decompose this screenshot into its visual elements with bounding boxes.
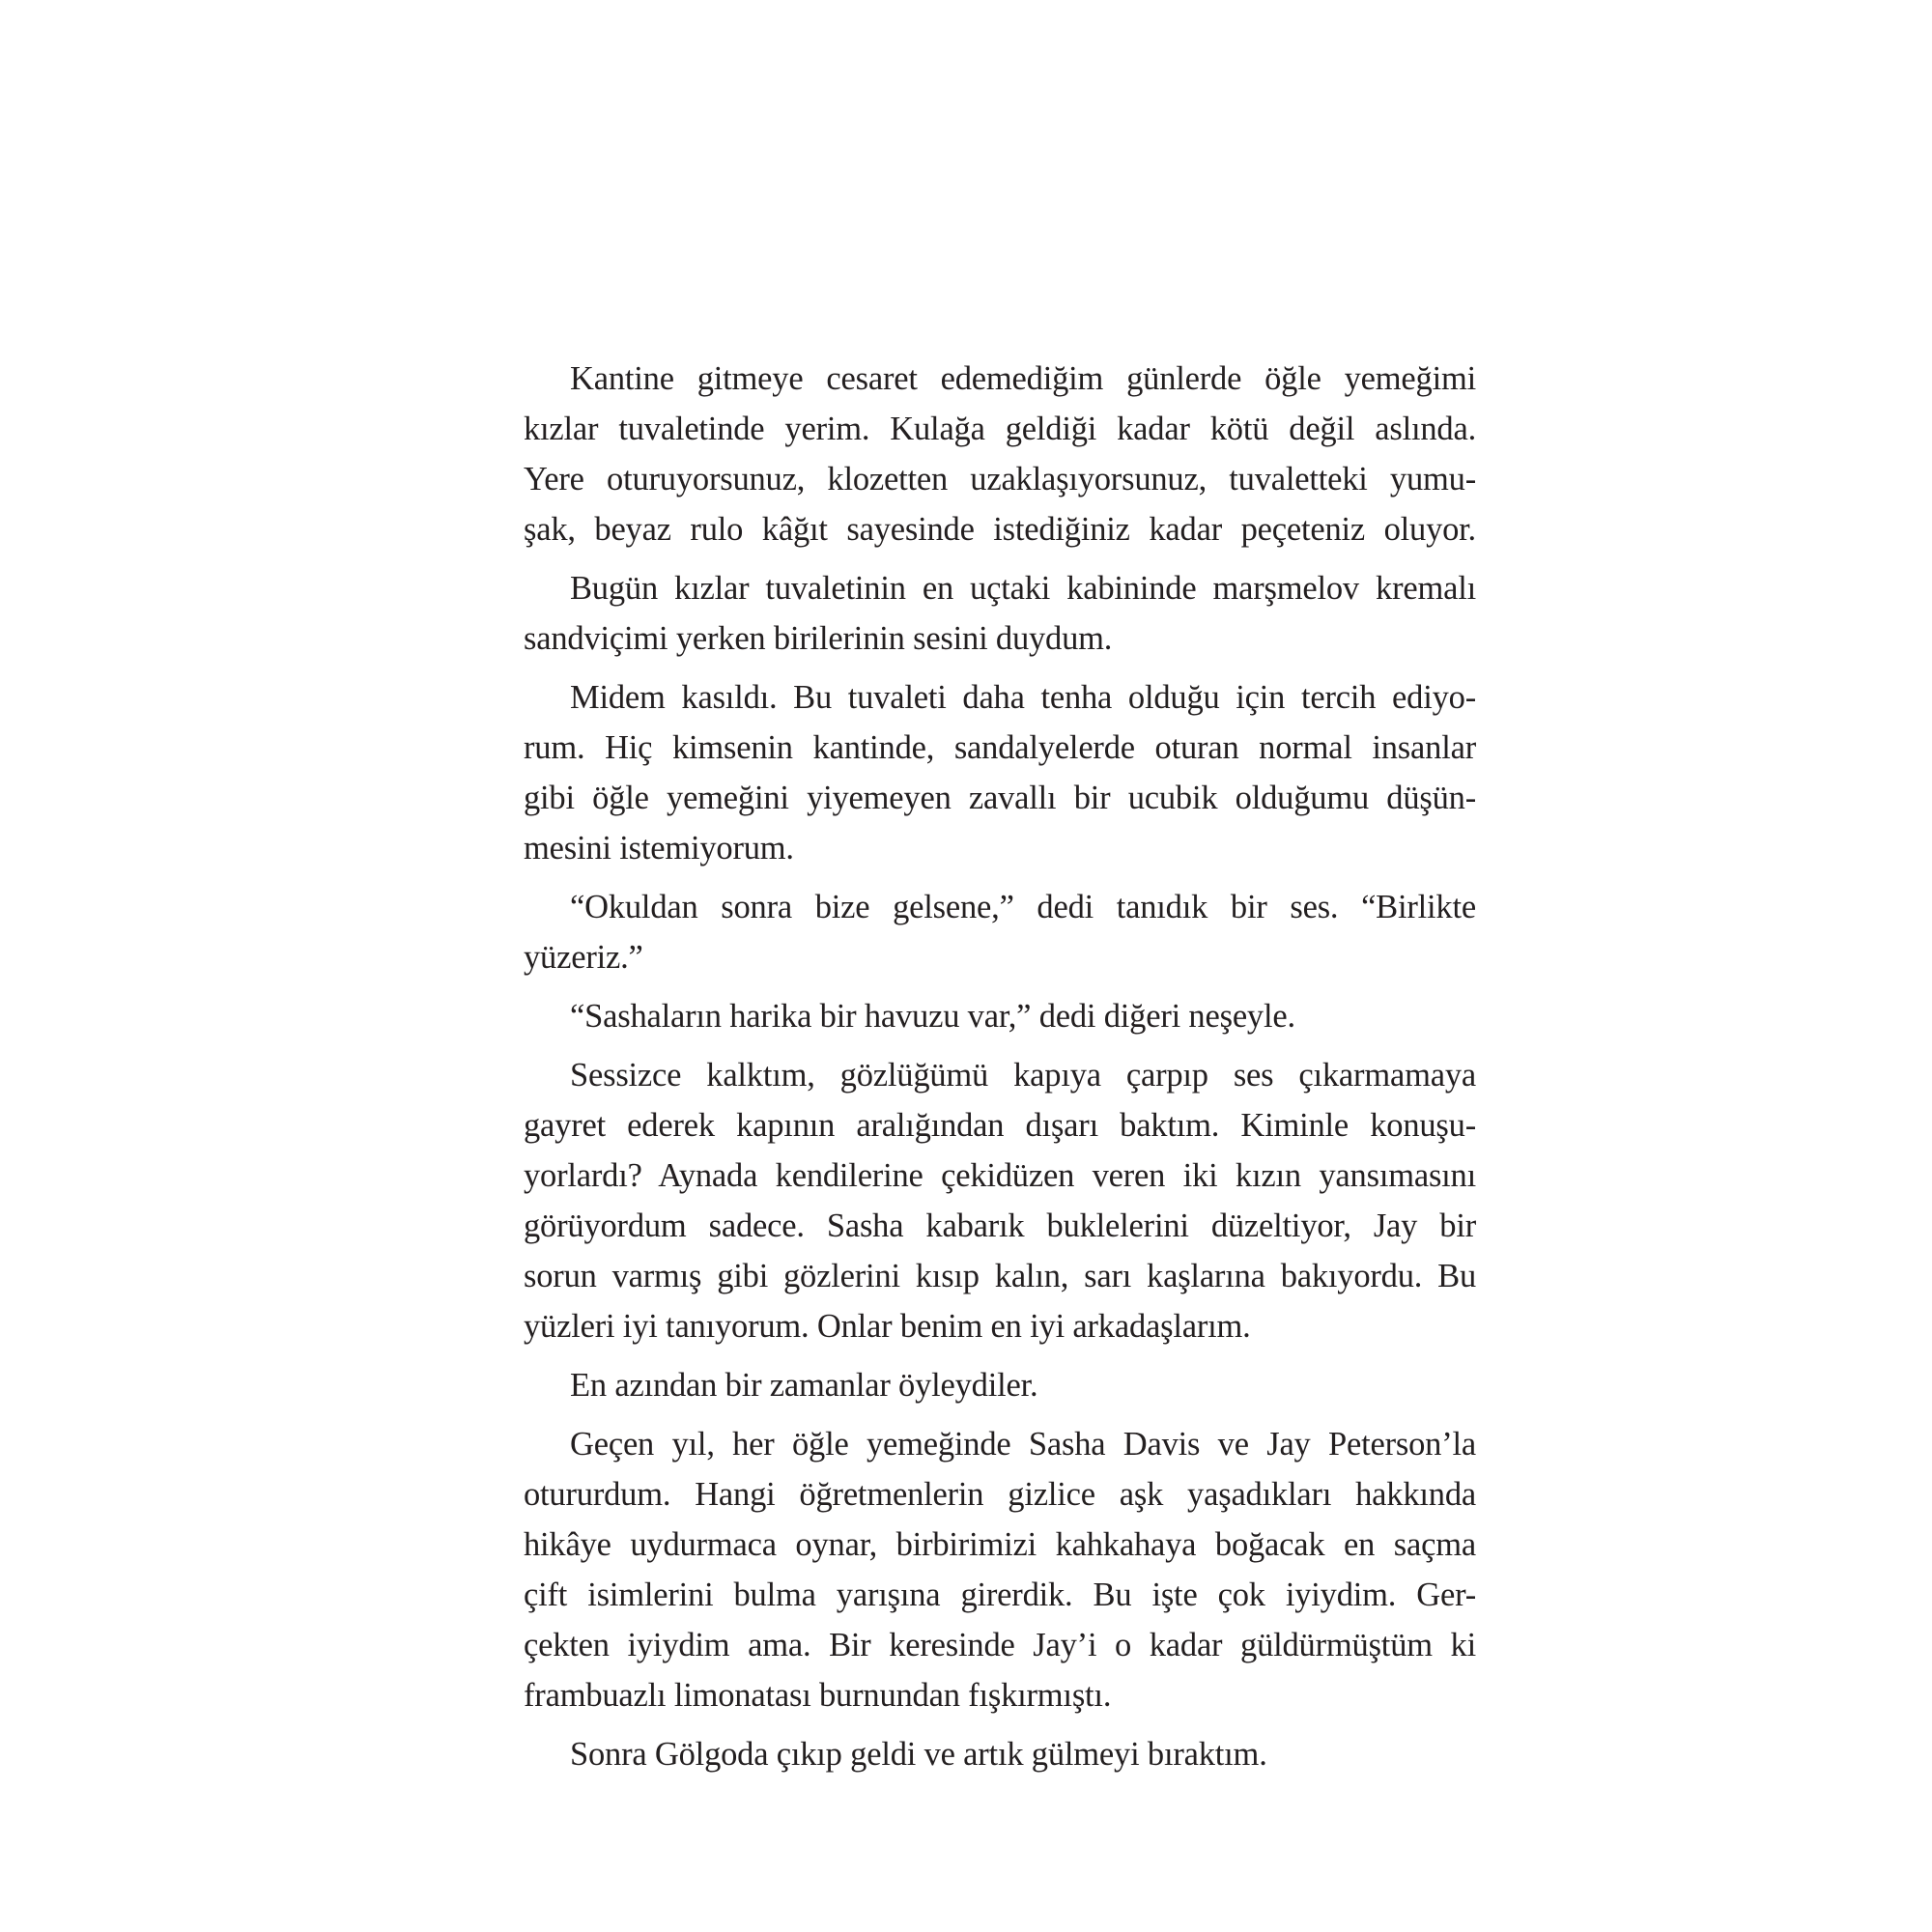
text-line: frambuazlı limonatası burnundan fışkırmıştı.: [524, 1677, 1112, 1714]
text-line: gibi öğle yemeğini yiyemeyen zavallı bir ucubik olduğumu düşün-: [524, 780, 1476, 816]
text-line: gayret ederek kapının aralığından dışarı baktım. Kiminle konuşu-: [524, 1107, 1476, 1144]
text-line: çift isimlerini bulma yarışına girerdik. Bu işte çok iyiydim. Ger-: [524, 1577, 1476, 1613]
paragraph: [524, 1360, 1476, 1410]
text-line: “Okuldan sonra bize gelsene,” dedi tanıdık bir ses. “Birlikte: [570, 889, 1476, 925]
paragraph: [524, 1050, 1476, 1351]
text-line: çekten iyiydim ama. Bir keresinde Jay’i o kadar güldürmüştüm ki: [524, 1627, 1476, 1663]
text-line: rum. Hiç kimsenin kantinde, sandalyelerde oturan normal insanlar: [524, 729, 1476, 766]
text-line: Bugün kızlar tuvaletinin en uçtaki kabininde marşmelov kremalı: [570, 570, 1476, 607]
text-line: mesini istemiyorum.: [524, 830, 794, 867]
text-line: hikâye uydurmaca oynar, birbirimizi kahkahaya boğacak en saçma: [524, 1526, 1476, 1563]
text-line: görüyordum sadece. Sasha kabarık buklelerini düzeltiyor, Jay bir: [524, 1208, 1476, 1244]
text-line: sorun varmış gibi gözlerini kısıp kalın, sarı kaşlarına bakıyordu. Bu: [524, 1258, 1476, 1294]
text-line: Geçen yıl, her öğle yemeğinde Sasha Davis ve Jay Peterson’la: [570, 1426, 1476, 1463]
text-line: Yere oturuyorsunuz, klozetten uzaklaşıyorsunuz, tuvaletteki yumu-: [524, 461, 1476, 497]
text-line: En azından bir zamanlar öyleydiler.: [570, 1367, 1038, 1404]
paragraph: [524, 1729, 1476, 1779]
paragraph: [524, 991, 1476, 1041]
paragraph: [524, 672, 1476, 873]
text-line: yüzleri iyi tanıyorum. Onlar benim en iyi arkadaşlarım.: [524, 1308, 1251, 1345]
paragraph: [524, 563, 1476, 664]
paragraph: [524, 882, 1476, 982]
text-line: yüzeriz.”: [524, 939, 643, 976]
text-line: sandviçimi yerken birilerinin sesini duydum.: [524, 620, 1113, 657]
text-line: Kantine gitmeye cesaret edemediğim günlerde öğle yemeğimi: [570, 360, 1476, 397]
text-line: otururdum. Hangi öğretmenlerin gizlice aşk yaşadıkları hakkında: [524, 1476, 1476, 1513]
text-line: yorlardı? Aynada kendilerine çekidüzen veren iki kızın yansımasını: [524, 1157, 1476, 1194]
paragraph: [524, 1419, 1476, 1720]
body-text: [524, 354, 1476, 1788]
text-line: Midem kasıldı. Bu tuvaleti daha tenha olduğu için tercih ediyo-: [570, 679, 1476, 716]
text-line: Sessizce kalktım, gözlüğümü kapıya çarpıp ses çıkarmamaya: [570, 1057, 1476, 1094]
text-line: “Sashaların harika bir havuzu var,” dedi diğeri neşeyle.: [570, 998, 1295, 1035]
text-line: Sonra Gölgoda çıkıp geldi ve artık gülmeyi bıraktım.: [570, 1736, 1267, 1773]
text-line: şak, beyaz rulo kâğıt sayesinde istediğiniz kadar peçeteniz oluyor.: [524, 511, 1476, 548]
text-line: kızlar tuvaletinde yerim. Kulağa geldiği kadar kötü değil aslında.: [524, 411, 1476, 447]
paragraph: [524, 354, 1476, 554]
